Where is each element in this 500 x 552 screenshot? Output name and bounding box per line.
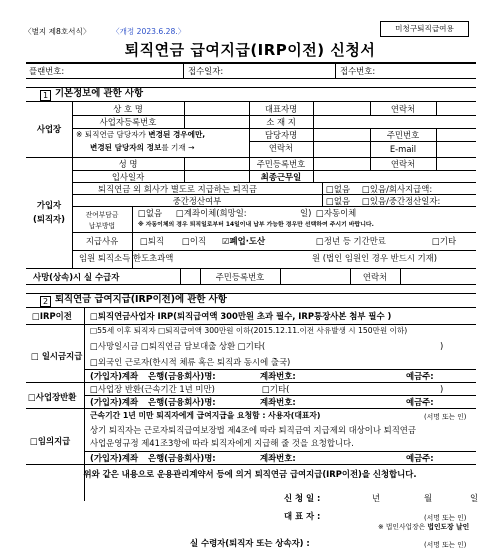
page-title: 퇴직연금 급여지급(IRP이전) 신청서 <box>124 41 376 59</box>
subscriber-name-label: 성 명 <box>118 159 138 169</box>
lump-sum-line3[interactable]: □외국인 근로자(한시적 체류 혹은 퇴직과 동시에 출국) <box>90 357 291 367</box>
company-name-label: 상 호 명 <box>113 104 143 114</box>
subscriber-contact-label: 연락처 <box>390 159 416 169</box>
owner-return-other[interactable]: □기타( <box>262 384 290 394</box>
date-year: 년 <box>372 493 381 503</box>
temp-bank-name[interactable]: 은행(금융회사)명: <box>148 453 216 463</box>
biz-reg-no-label: 사업자등록번호 <box>99 117 157 127</box>
manager-change-note-2: 변경된 담당자의 정보를 기재 → <box>90 143 195 152</box>
return-bank-name[interactable]: 은행(금융회사)명: <box>148 397 216 407</box>
address-label: 소 재 지 <box>266 117 296 127</box>
discretionary-line2: 상기 퇴직자는 근로자퇴직급여보장법 제4조에 따라 퇴직금여 지급제외 대상이나 퇴직연금 <box>90 425 416 435</box>
lump-sum-line2[interactable]: □사망일시금 □퇴직연금 담보대출 상환 □기타( <box>90 341 266 351</box>
severance-none-checkbox[interactable]: □없음 <box>326 184 351 194</box>
receipt-number-label: 접수번호: <box>340 66 376 76</box>
manager-name-label: 담당자명 <box>264 130 298 140</box>
reason-transfer-checkbox[interactable]: □이직 <box>182 236 207 246</box>
reason-closure-checkbox[interactable]: ☑폐업·도산 <box>222 236 266 246</box>
lump-acct-owner[interactable]: 예금주: <box>406 371 434 381</box>
irp-provider-option[interactable]: □퇴직연금사업자 IRP(퇴직급여액 300만원 초과 필수, IRP통장사본 첨부 필수 ) <box>90 311 392 321</box>
return-acct-no[interactable]: 계좌번호: <box>260 397 296 407</box>
reason-age-checkbox[interactable]: □정년 등 기간만료 <box>316 236 386 246</box>
temp-acct-holder: (가입자)계좌 <box>90 453 139 463</box>
irp-transfer-checkbox[interactable]: □IRP이전 <box>32 311 72 321</box>
representative-sign-label: 대 표 자 : <box>284 511 321 521</box>
contrib-transfer-checkbox[interactable]: □계좌이체(희망일: <box>176 208 247 218</box>
section2-number: 2 <box>40 296 51 307</box>
workplace-label: 사업장 <box>36 124 62 134</box>
reason-retire-checkbox[interactable]: □퇴직 <box>140 236 165 246</box>
discretionary-line3: 사업운영규정 제41조3항에 따라 퇴직자에게 지급해 줄 것을 요청합니다. <box>90 438 354 448</box>
lump-bank-name[interactable]: 은행(금융회사)명: <box>148 371 216 381</box>
subscriber-sub-label: (퇴직자) <box>33 214 65 224</box>
company-contact-label: 연락처 <box>390 104 416 114</box>
application-date-label: 신 청 일 : <box>284 493 321 503</box>
application-statement: 위와 같은 내용으로 운용관리계약서 등에 의거 퇴직연금 급여지급(IRP이전)을 신청합니다. <box>83 469 417 479</box>
last-workday-label: 최종근무일 <box>260 172 302 182</box>
revision-date: 〈개정 2023.6.28.〉 <box>112 27 186 36</box>
remaining-contrib-label-1: 잔여부담금 <box>85 211 119 219</box>
temp-acct-no[interactable]: 계좌번호: <box>260 453 296 463</box>
remaining-contrib-label-2: 납부방법 <box>88 222 116 230</box>
exec-limit-note: 원 (법인 임원인 경우 반드시 기재) <box>312 253 438 263</box>
other-severance-label: 퇴직연금 외 회사가 별도로 지급하는 퇴직금 <box>98 184 257 194</box>
header-top-rule <box>26 62 476 64</box>
heir-label: 사망(상속)시 실 수급자 <box>33 272 120 282</box>
lump-acct-no[interactable]: 계좌번호: <box>260 371 296 381</box>
auto-transfer-note: ※ 자동이체의 경우 퇴직일로부터 14일이내 납부 가능한 경우만 선택하여 주시기 바랍니다. <box>138 222 374 228</box>
plan-number-label: 플랜번호: <box>29 66 65 76</box>
section1-title: 기본정보에 관한 사항 <box>55 88 144 99</box>
section2-title: 퇴직연금 급여지급(IRP이전)에 관한 사항 <box>55 294 227 305</box>
return-acct-owner[interactable]: 예금주: <box>406 397 434 407</box>
employer-sign-note: (서명 또는 인) <box>424 413 467 421</box>
temp-acct-owner[interactable]: 예금주: <box>406 453 434 463</box>
subscriber-label: 가입자 <box>36 200 62 210</box>
lump-sum-checkbox[interactable]: □ 일시금지급 <box>31 351 83 361</box>
join-date-label: 입사일자 <box>111 172 145 182</box>
severance-has-checkbox[interactable]: □있음/회사지급액: <box>362 184 433 194</box>
lump-sum-other-close: ) <box>440 341 444 351</box>
interim-none-checkbox[interactable]: □없음 <box>326 196 351 206</box>
corporate-seal-note: ※ 법인사업장은 법인도장 날인 <box>378 523 470 531</box>
owner-return-checkbox[interactable]: □사업장반환 <box>28 392 77 402</box>
unclaimed-stamp: 미청구퇴직급여용 <box>380 21 469 37</box>
contrib-none-checkbox[interactable]: □없음 <box>138 208 163 218</box>
lump-acct-holder: (가입자)계좌 <box>90 371 139 381</box>
lump-sum-line1[interactable]: □55세 이후 퇴직자 □퇴직급여액 300만원 이하(2015.12.11.이전 사유발생 시 150만원 이하) <box>90 326 408 335</box>
heir-contact-label: 연락처 <box>362 272 388 282</box>
manager-contact-label: 연락처 <box>268 143 294 153</box>
discretionary-checkbox[interactable]: □임의지급 <box>30 436 71 446</box>
contrib-transfer-day: 일) <box>300 208 312 218</box>
form-number: 〈별지 제8호서식〉 <box>24 27 91 36</box>
contrib-auto-checkbox[interactable]: □자동이체 <box>316 208 357 218</box>
return-acct-holder: (가입자)계좌 <box>90 397 139 407</box>
pay-reason-label: 지급사유 <box>85 236 119 246</box>
receiver-sign-label: 실 수령자(퇴직자 또는 상속자) : <box>190 538 310 548</box>
manager-resident-no-label: 주민번호 <box>386 130 420 140</box>
reason-other-checkbox[interactable]: □기타 <box>432 236 457 246</box>
date-day: 일 <box>470 493 479 503</box>
heir-resident-no-label: 주민등록번호 <box>215 272 265 282</box>
interim-settlement-label: 중간정산여부 <box>172 196 222 206</box>
owner-return-other-close: ) <box>440 384 444 394</box>
representative-sign-note: (서명 또는 인) <box>424 514 467 522</box>
received-date-label: 접수일자: <box>188 66 224 76</box>
subscriber-resident-no-label: 주민등록번호 <box>256 159 306 169</box>
receiver-sign-note: (서명 또는 인) <box>424 541 467 549</box>
manager-change-note-1: ※ 퇴직연금 담당자가 변경된 경우에만, <box>76 130 206 139</box>
discretionary-request: 근속기간 1년 미만 퇴직자에게 급여지급을 요청함 : 사용자(대표자) <box>90 411 321 420</box>
representative-label: 대표자명 <box>264 104 298 114</box>
interim-has-checkbox[interactable]: □있음/중간정산일자: <box>362 196 441 206</box>
manager-email-label: E-mail <box>389 144 417 154</box>
exec-limit-label: 임원 퇴직소득 한도초과액 <box>79 253 174 263</box>
owner-return-option[interactable]: □사업장 반환(근속기간 1년 미만) <box>90 384 215 394</box>
date-month: 월 <box>424 493 433 503</box>
section1-number: 1 <box>40 90 51 101</box>
